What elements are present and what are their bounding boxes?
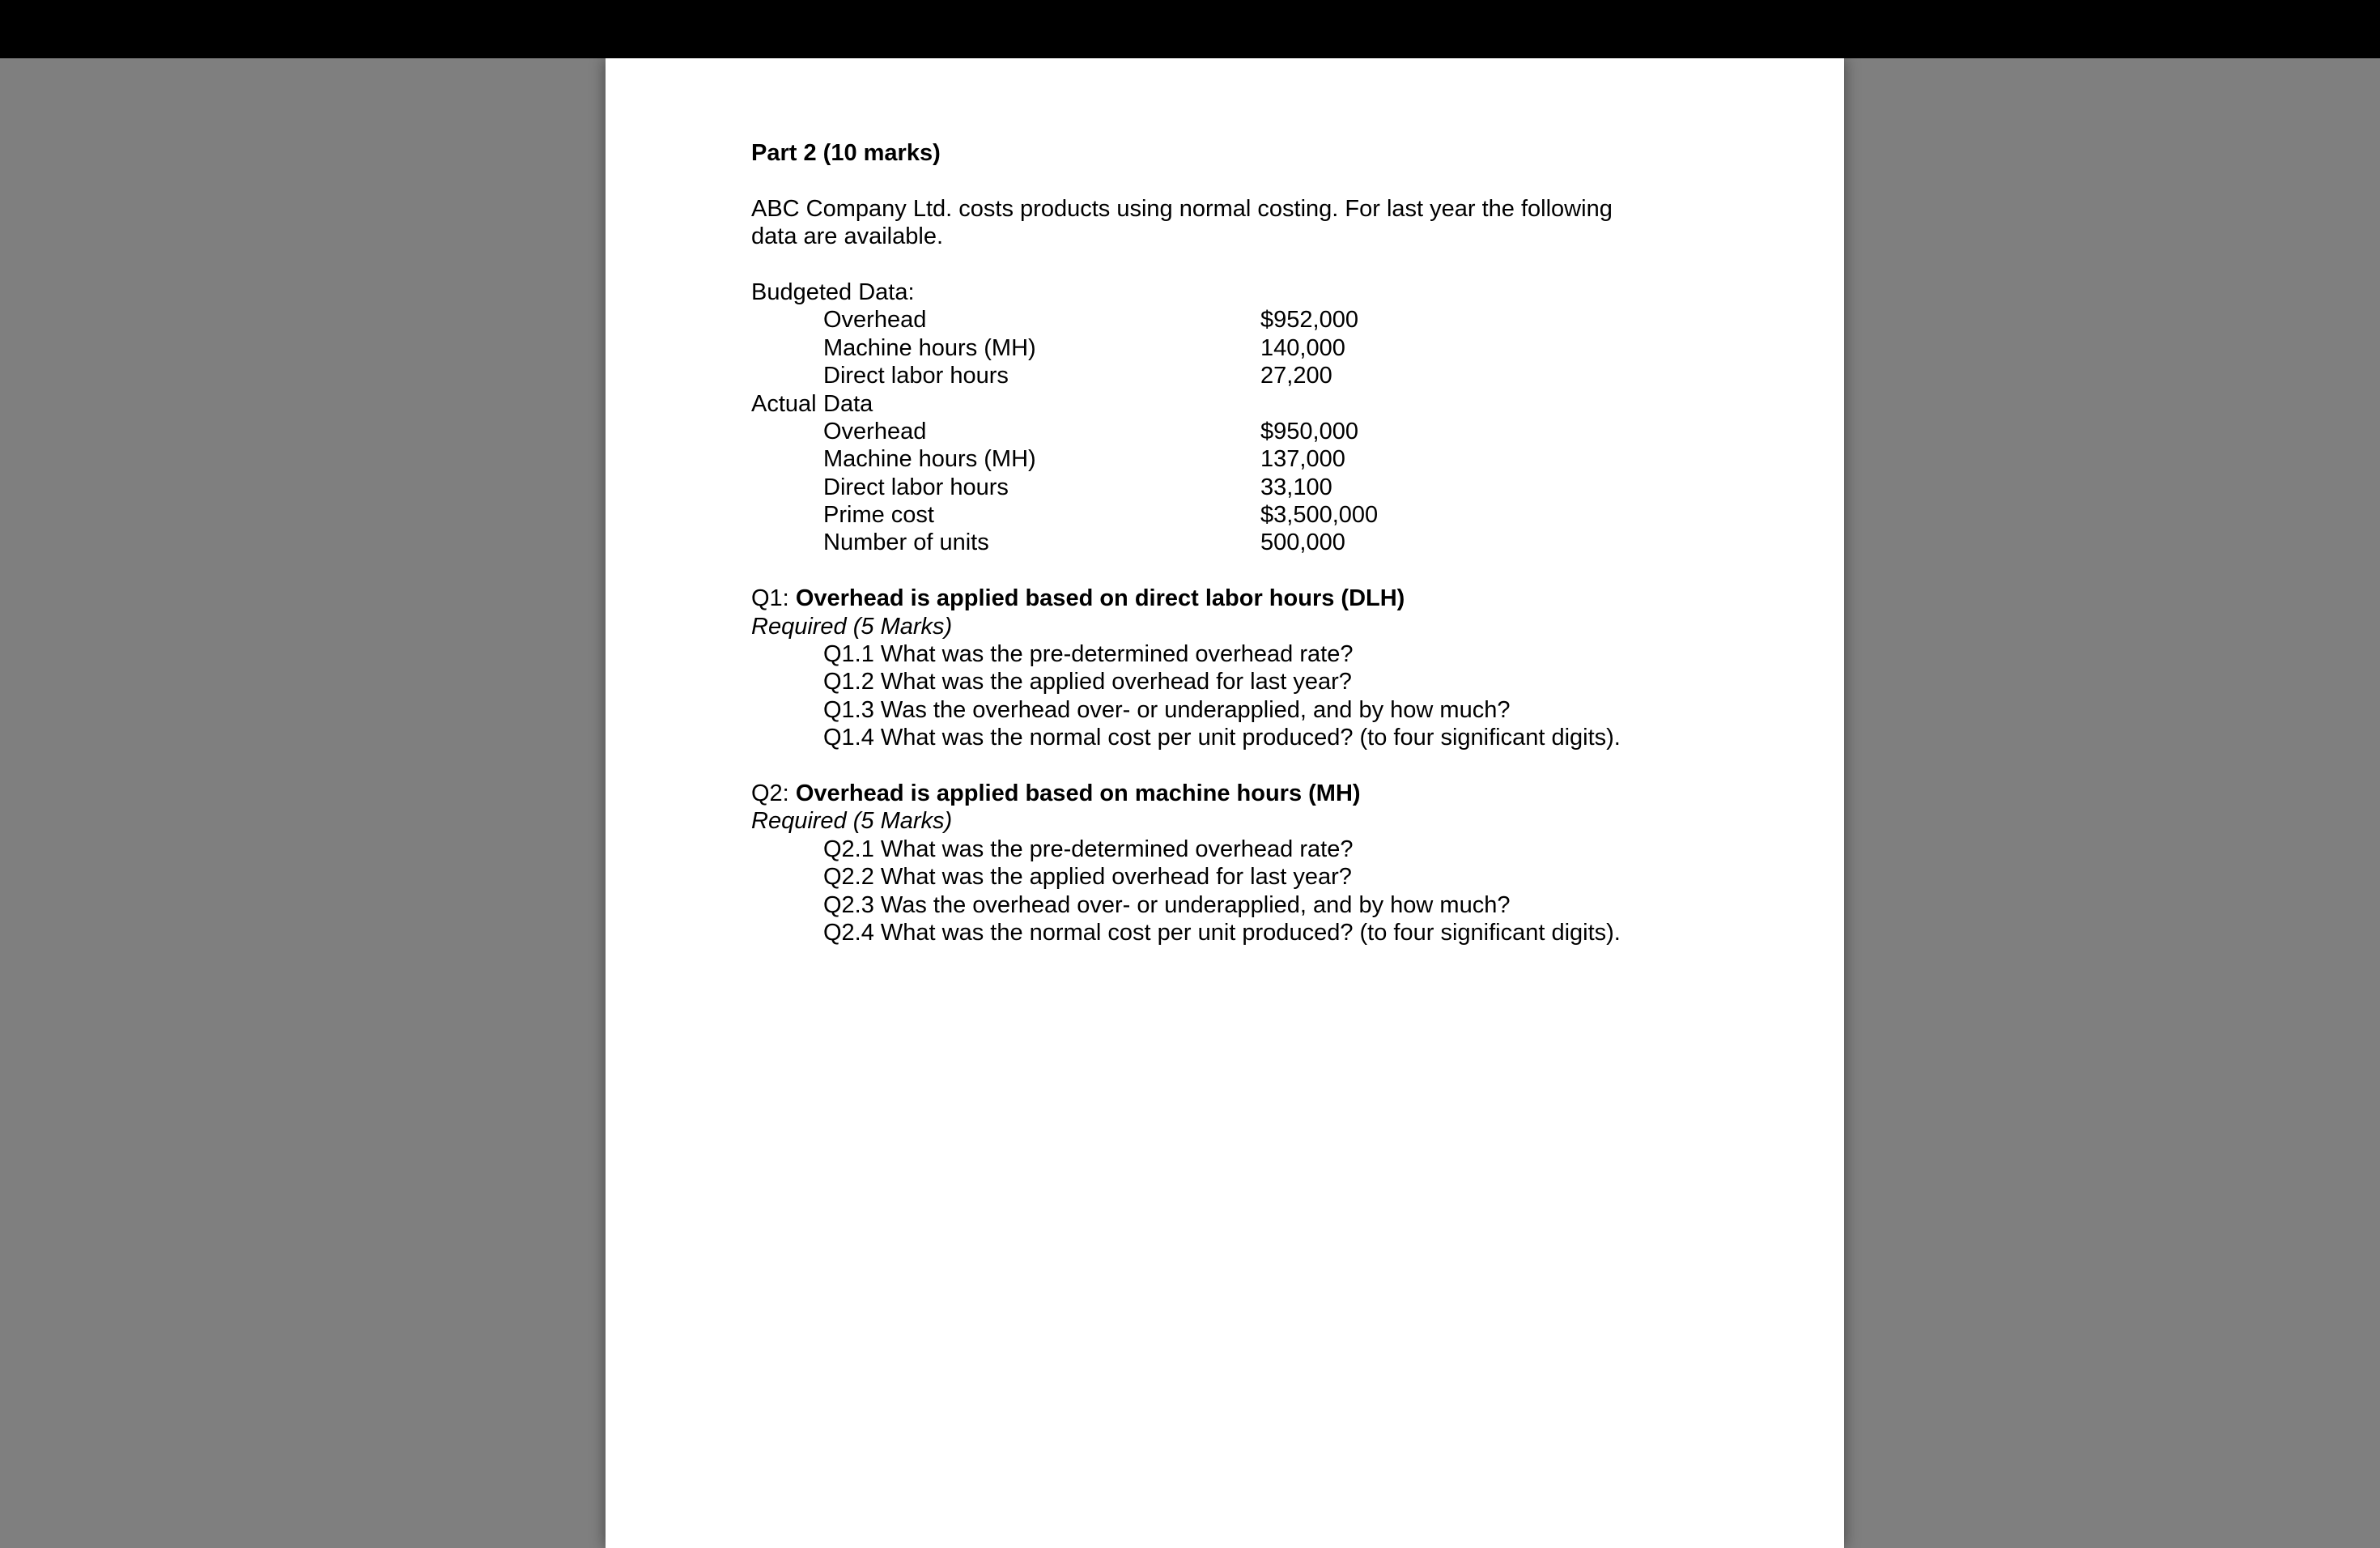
page-content <box>751 139 1723 946</box>
q2-item: Q2.4 What was the normal cost per unit produced? (to four significant digits). <box>823 919 1621 946</box>
q1-item: Q1.1 What was the pre-determined overhead rate? <box>823 641 1354 668</box>
actual-row <box>751 418 1723 445</box>
budgeted-value: $952,000 <box>1260 307 1358 334</box>
budgeted-row <box>751 362 1723 389</box>
actual-value: $3,500,000 <box>1260 502 1379 529</box>
top-black-bar <box>0 0 2380 58</box>
q2-title: Overhead is applied based on machine hours (MH) <box>795 780 1361 806</box>
q2-required: Required (5 Marks) <box>751 808 953 835</box>
actual-title-prefix: Actual <box>751 390 817 417</box>
actual-value: 137,000 <box>1260 446 1345 473</box>
q1-title: Overhead is applied based on direct labor hours (DLH) <box>795 585 1405 612</box>
q1-item: Q1.4 What was the normal cost per unit produced? (to four significant digits). <box>823 725 1621 751</box>
q2-item: Q2.3 Was the overhead over- or underapplied, and by how much? <box>823 891 1511 918</box>
actual-value: $950,000 <box>1260 418 1358 444</box>
actual-label: Machine hours (MH) <box>823 446 1036 473</box>
actual-label: Number of units <box>823 529 989 556</box>
actual-label: Prime cost <box>823 502 934 529</box>
budgeted-label: Machine hours (MH) <box>823 334 1036 361</box>
intro-line-2: data are available. <box>751 223 943 250</box>
part-heading: Part 2 (10 marks) <box>751 140 941 166</box>
budgeted-value: 27,200 <box>1260 363 1332 389</box>
q2-item: Q2.2 What was the applied overhead for last year? <box>823 864 1352 891</box>
q1-required: Required (5 Marks) <box>751 613 953 640</box>
budgeted-label: Direct labor hours <box>823 363 1009 389</box>
q1-prefix: Q1: <box>751 585 796 612</box>
q2-item: Q2.1 What was the pre-determined overhead rate? <box>823 836 1354 862</box>
budgeted-value: 140,000 <box>1260 334 1345 361</box>
actual-row <box>751 501 1723 529</box>
intro-line-1: ABC Company Ltd. costs products using normal costing. For last year the following <box>751 195 1613 222</box>
q2-heading <box>751 780 1723 807</box>
document-page <box>606 58 1844 1548</box>
actual-label: Overhead <box>823 418 927 444</box>
actual-value: 33,100 <box>1260 474 1332 500</box>
q1-item: Q1.2 What was the applied overhead for last year? <box>823 669 1352 695</box>
actual-value: 500,000 <box>1260 529 1345 556</box>
budgeted-label: Overhead <box>823 307 927 334</box>
actual-row <box>751 474 1723 501</box>
q2-prefix: Q2: <box>751 780 796 806</box>
q1-heading <box>751 585 1723 612</box>
q1-item: Q1.3 Was the overhead over- or underapplied, and by how much? <box>823 696 1511 723</box>
budgeted-row <box>751 334 1723 362</box>
actual-data-title <box>751 390 1723 418</box>
actual-title-suffix: Data <box>823 390 873 417</box>
budgeted-row <box>751 306 1723 334</box>
actual-row <box>751 445 1723 473</box>
budgeted-data-title: Budgeted Data: <box>751 279 915 305</box>
actual-row <box>751 529 1723 556</box>
actual-label: Direct labor hours <box>823 474 1009 500</box>
